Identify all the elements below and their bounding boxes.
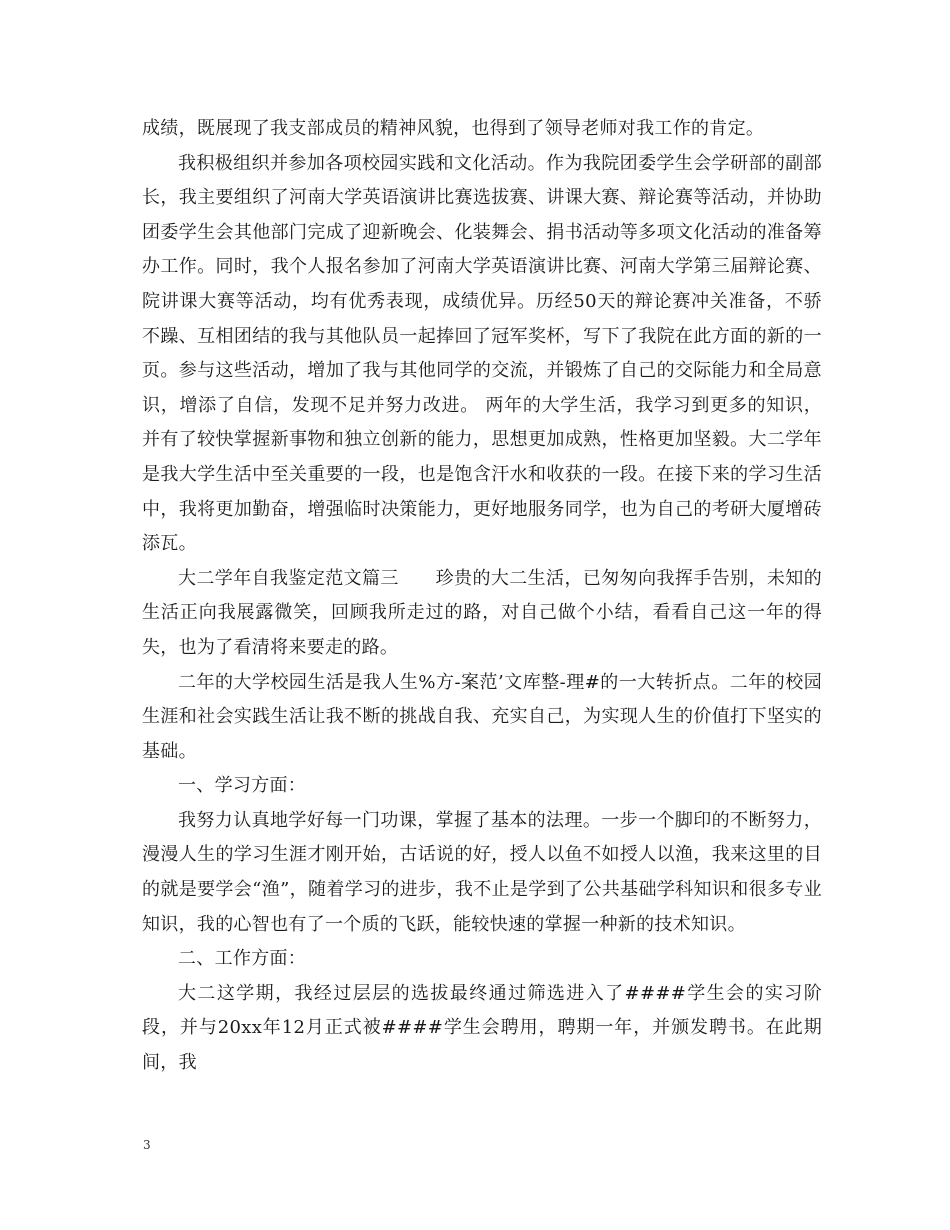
section-heading-study: 一、学习方面： xyxy=(178,775,307,797)
page-number: 3 xyxy=(143,1138,151,1152)
paragraph-1: 成绩，既展现了我支部成员的精神风貌，也得到了领导老师对我工作的肯定。 xyxy=(142,118,765,139)
body-text xyxy=(142,112,822,1081)
paragraph-6: 大二这学期，我经过层层的选拔最终通过筛选进入了####学生会的实习阶段，并与20xx年12月正式被####学生会聘用，聘期一年，并颁发聘书。在此期间，我 xyxy=(142,982,822,1074)
paragraph-4: 二年的大学校园生活是我人生%方-案范’文库整-理#的一大转折点。二年的校园生涯和社会实践生活让我不断的挑战自我、充实自己，为实现人生的价值打下坚实的基础。 xyxy=(142,671,822,762)
paragraph-5: 我努力认真地学好每一门功课，掌握了基本的法理。一步一个脚印的不断努力，漫漫人生的学习生涯才刚开始，古话说的好，授人以鱼不如授人以渔，我来这里的目的就是要学会“渔”，随着学习的进步，我不止是学到了公共基础学科知识和很多专业知识，我的心智也有了一个质的飞跃，能较快速的掌握一种新的技术知识。 xyxy=(142,809,822,935)
section-heading-work: 二、工作方面： xyxy=(178,948,307,970)
paragraph-3: 大二学年自我鉴定范文篇三 珍贵的大二生活，已匆匆向我挥手告别，未知的生活正向我展露微笑，回顾我所走过的路，对自己做个小结，看看自己这一年的得失，也为了看清将来要走的路。 xyxy=(142,567,822,658)
paragraph-2: 我积极组织并参加各项校园实践和文化活动。作为我院团委学生会学研部的副部长，我主要组织了河南大学英语演讲比赛选拔赛、讲课大赛、辩论赛等活动，并协助团委学生会其他部门完成了迎新晚会、化装舞会、捐书活动等多项文化活动的准备筹办工作。同时，我个人报名参加了河南大学英语演讲比赛、河南大学第三届辩论赛、院讲课大赛等活动，均有优秀表现，成绩优异。历经50天的辩论赛冲关准备，不骄不躁、互相团结的我与其他队员一起捧回了冠军奖杯，写下了我院在此方面的新的一页。参与这些活动，增加了我与其他同学的交流，并锻炼了自己的交际能力和全局意识，增添了自信，发现不足并努力改进。 两年的大学生活，我学习到更多的知识，并有了较快掌握新事物和独立创新的能力，思想更加成熟，性格更加坚毅。大二学年是我大学生活中至关重要的一段，也是饱含汗水和收获的一段。在接下来的学习生活中，我将更加勤奋，增强临时决策能力，更好地服务同学，也为自己的考研大厦增砖添瓦。 xyxy=(142,152,822,555)
